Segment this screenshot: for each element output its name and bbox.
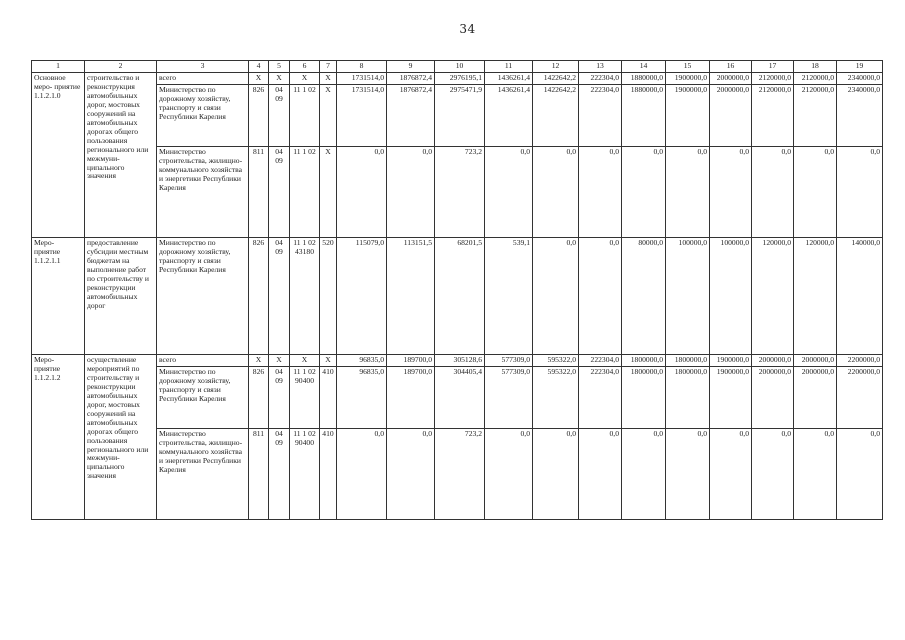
code-cell: 826 bbox=[249, 238, 269, 355]
code-part: 11 1 02 bbox=[293, 429, 316, 438]
value-cell: 0,0 bbox=[622, 429, 666, 520]
code-cell: 811 bbox=[249, 429, 269, 520]
code-cell: X bbox=[320, 73, 337, 85]
value-cell: 539,1 bbox=[485, 238, 533, 355]
code-part: 11 1 02 bbox=[293, 238, 316, 247]
code-cell bbox=[290, 429, 320, 520]
value-cell: 1422642,2 bbox=[533, 73, 579, 85]
activity-name-cell: Меро- приятие 1.1.2.1.2 bbox=[32, 355, 85, 520]
executor-cell: Министерство по дорожному хозяйству, транспорту и связи Республики Карелия bbox=[157, 367, 249, 429]
table-row bbox=[32, 429, 883, 520]
value-cell: 1731514,0 bbox=[337, 85, 387, 147]
code-cell bbox=[290, 238, 320, 355]
code-cell: 826 bbox=[249, 367, 269, 429]
value-cell: 1436261,4 bbox=[485, 73, 533, 85]
value-cell: 305128,6 bbox=[435, 355, 485, 367]
code-cell: 520 bbox=[320, 238, 337, 355]
value-cell: 222304,0 bbox=[579, 85, 622, 147]
column-header: 2 bbox=[85, 61, 157, 73]
value-cell: 2200000,0 bbox=[837, 355, 883, 367]
column-header: 11 bbox=[485, 61, 533, 73]
code-cell: 410 bbox=[320, 367, 337, 429]
activity-description-cell: осуществление мероприятий по строительству и реконструкции автомобильных дорог, мостовых сооружений на автомобильных дорогах общего пользования регионального или межмуни- ципального значения bbox=[85, 355, 157, 520]
budget-table bbox=[31, 60, 883, 520]
value-cell: 1800000,0 bbox=[666, 355, 710, 367]
value-cell: 68201,5 bbox=[435, 238, 485, 355]
column-header: 16 bbox=[710, 61, 752, 73]
value-cell: 120000,0 bbox=[794, 238, 837, 355]
value-cell: 1436261,4 bbox=[485, 85, 533, 147]
value-cell: 0,0 bbox=[837, 147, 883, 238]
code-cell bbox=[290, 85, 320, 147]
code-cell: X bbox=[249, 73, 269, 85]
value-cell: 0,0 bbox=[622, 147, 666, 238]
value-cell: 222304,0 bbox=[579, 355, 622, 367]
code-part: 11 1 02 bbox=[293, 147, 316, 156]
activity-name-cell: Меро- приятие 1.1.2.1.1 bbox=[32, 238, 85, 355]
value-cell: 1876872,4 bbox=[387, 85, 435, 147]
value-cell: 222304,0 bbox=[579, 73, 622, 85]
value-cell: 577309,0 bbox=[485, 355, 533, 367]
column-header: 6 bbox=[290, 61, 320, 73]
value-cell: 2340000,0 bbox=[837, 73, 883, 85]
code-part: 90400 bbox=[295, 375, 314, 385]
executor-cell: Министерство строительства, жилищно- коммунального хозяйства и энергетики Республики Карелия bbox=[157, 429, 249, 520]
code-cell: X bbox=[320, 85, 337, 147]
value-cell: 0,0 bbox=[752, 429, 794, 520]
value-cell: 577309,0 bbox=[485, 367, 533, 429]
executor-cell: Министерство по дорожному хозяйству, транспорту и связи Республики Карелия bbox=[157, 85, 249, 147]
value-cell: 80000,0 bbox=[622, 238, 666, 355]
value-cell: 189700,0 bbox=[387, 355, 435, 367]
code-cell: 04 09 bbox=[269, 367, 290, 429]
executor-cell: всего bbox=[157, 73, 249, 85]
value-cell: 723,2 bbox=[435, 147, 485, 238]
column-header: 3 bbox=[157, 61, 249, 73]
value-cell: 0,0 bbox=[579, 238, 622, 355]
value-cell: 1800000,0 bbox=[666, 367, 710, 429]
column-header: 12 bbox=[533, 61, 579, 73]
value-cell: 2200000,0 bbox=[837, 367, 883, 429]
code-cell: X bbox=[269, 73, 290, 85]
value-cell: 2000000,0 bbox=[710, 73, 752, 85]
value-cell: 0,0 bbox=[666, 147, 710, 238]
column-header: 9 bbox=[387, 61, 435, 73]
column-header: 13 bbox=[579, 61, 622, 73]
value-cell: 0,0 bbox=[387, 429, 435, 520]
value-cell: 2120000,0 bbox=[794, 73, 837, 85]
value-cell: 0,0 bbox=[837, 429, 883, 520]
code-cell: 04 09 bbox=[269, 85, 290, 147]
table-row bbox=[32, 367, 883, 429]
table-row bbox=[32, 238, 883, 355]
value-cell: 140000,0 bbox=[837, 238, 883, 355]
value-cell: 0,0 bbox=[387, 147, 435, 238]
code-cell bbox=[290, 355, 320, 367]
value-cell: 1731514,0 bbox=[337, 73, 387, 85]
value-cell: 0,0 bbox=[337, 147, 387, 238]
value-cell: 304405,4 bbox=[435, 367, 485, 429]
page-number: 34 bbox=[459, 22, 476, 36]
column-header: 15 bbox=[666, 61, 710, 73]
code-cell: 04 09 bbox=[269, 147, 290, 238]
activity-description-cell: предоставление субсидии местным бюджетам на выполнение работ по строительству и реконструкции автомобильных дорог bbox=[85, 238, 157, 355]
code-part: X bbox=[301, 355, 308, 364]
value-cell: 1800000,0 bbox=[622, 355, 666, 367]
code-cell: X bbox=[249, 355, 269, 367]
value-cell: 595322,0 bbox=[533, 367, 579, 429]
code-cell bbox=[290, 73, 320, 85]
value-cell: 2000000,0 bbox=[710, 85, 752, 147]
value-cell: 2120000,0 bbox=[794, 85, 837, 147]
table-row bbox=[32, 355, 883, 367]
code-cell: 826 bbox=[249, 85, 269, 147]
code-cell: 04 09 bbox=[269, 238, 290, 355]
value-cell: 2000000,0 bbox=[794, 367, 837, 429]
value-cell: 189700,0 bbox=[387, 367, 435, 429]
value-cell: 1876872,4 bbox=[387, 73, 435, 85]
value-cell: 2976195,1 bbox=[435, 73, 485, 85]
executor-cell: Министерство строительства, жилищно- коммунального хозяйства и энергетики Республики Карелия bbox=[157, 147, 249, 238]
activity-description-cell: строительство и реконструкция автомобильных дорог, мостовых сооружений на автомобильных дорогах общего пользования регионального или межмуни- ципального значения bbox=[85, 73, 157, 238]
value-cell: 100000,0 bbox=[710, 238, 752, 355]
value-cell: 1880000,0 bbox=[622, 85, 666, 147]
value-cell: 1880000,0 bbox=[622, 73, 666, 85]
value-cell: 0,0 bbox=[337, 429, 387, 520]
activity-name-cell: Основное меро- приятие 1.1.2.1.0 bbox=[32, 73, 85, 238]
code-cell: 410 bbox=[320, 429, 337, 520]
value-cell: 0,0 bbox=[794, 147, 837, 238]
value-cell: 595322,0 bbox=[533, 355, 579, 367]
value-cell: 2975471,9 bbox=[435, 85, 485, 147]
value-cell: 0,0 bbox=[710, 147, 752, 238]
value-cell: 0,0 bbox=[710, 429, 752, 520]
value-cell: 100000,0 bbox=[666, 238, 710, 355]
value-cell: 0,0 bbox=[752, 147, 794, 238]
value-cell: 1422642,2 bbox=[533, 85, 579, 147]
code-cell bbox=[290, 147, 320, 238]
value-cell: 2000000,0 bbox=[752, 367, 794, 429]
value-cell: 0,0 bbox=[533, 147, 579, 238]
code-cell: X bbox=[320, 147, 337, 238]
code-cell bbox=[290, 367, 320, 429]
code-part: X bbox=[301, 73, 308, 82]
value-cell: 0,0 bbox=[533, 238, 579, 355]
code-cell: X bbox=[320, 355, 337, 367]
code-part: 90400 bbox=[295, 437, 314, 447]
value-cell: 2000000,0 bbox=[794, 355, 837, 367]
table-row bbox=[32, 147, 883, 238]
column-header: 8 bbox=[337, 61, 387, 73]
value-cell: 723,2 bbox=[435, 429, 485, 520]
column-header: 10 bbox=[435, 61, 485, 73]
value-cell: 0,0 bbox=[666, 429, 710, 520]
code-cell: 811 bbox=[249, 147, 269, 238]
value-cell: 1900000,0 bbox=[666, 73, 710, 85]
code-part: 11 1 02 bbox=[293, 85, 316, 94]
column-header: 17 bbox=[752, 61, 794, 73]
column-header: 14 bbox=[622, 61, 666, 73]
table-row bbox=[32, 73, 883, 85]
value-cell: 1900000,0 bbox=[710, 367, 752, 429]
value-cell: 1800000,0 bbox=[622, 367, 666, 429]
value-cell: 1900000,0 bbox=[710, 355, 752, 367]
value-cell: 96835,0 bbox=[337, 355, 387, 367]
code-part: 43180 bbox=[295, 246, 314, 256]
value-cell: 1900000,0 bbox=[666, 85, 710, 147]
value-cell: 222304,0 bbox=[579, 367, 622, 429]
executor-cell: всего bbox=[157, 355, 249, 367]
column-header: 1 bbox=[32, 61, 85, 73]
code-cell: 04 09 bbox=[269, 429, 290, 520]
table-body bbox=[32, 73, 883, 520]
value-cell: 2120000,0 bbox=[752, 73, 794, 85]
value-cell: 96835,0 bbox=[337, 367, 387, 429]
column-header: 19 bbox=[837, 61, 883, 73]
value-cell: 2340000,0 bbox=[837, 85, 883, 147]
value-cell: 0,0 bbox=[533, 429, 579, 520]
code-cell: X bbox=[269, 355, 290, 367]
value-cell: 0,0 bbox=[579, 429, 622, 520]
value-cell: 0,0 bbox=[579, 147, 622, 238]
value-cell: 0,0 bbox=[485, 147, 533, 238]
value-cell: 2000000,0 bbox=[752, 355, 794, 367]
code-part: 11 1 02 bbox=[293, 367, 316, 376]
value-cell: 2120000,0 bbox=[752, 85, 794, 147]
executor-cell: Министерство по дорожному хозяйству, транспорту и связи Республики Карелия bbox=[157, 238, 249, 355]
column-header: 4 bbox=[249, 61, 269, 73]
value-cell: 120000,0 bbox=[752, 238, 794, 355]
value-cell: 113151,5 bbox=[387, 238, 435, 355]
table-row bbox=[32, 85, 883, 147]
value-cell: 115079,0 bbox=[337, 238, 387, 355]
header-row bbox=[32, 61, 883, 73]
column-header: 18 bbox=[794, 61, 837, 73]
column-header: 5 bbox=[269, 61, 290, 73]
column-header: 7 bbox=[320, 61, 337, 73]
value-cell: 0,0 bbox=[794, 429, 837, 520]
value-cell: 0,0 bbox=[485, 429, 533, 520]
